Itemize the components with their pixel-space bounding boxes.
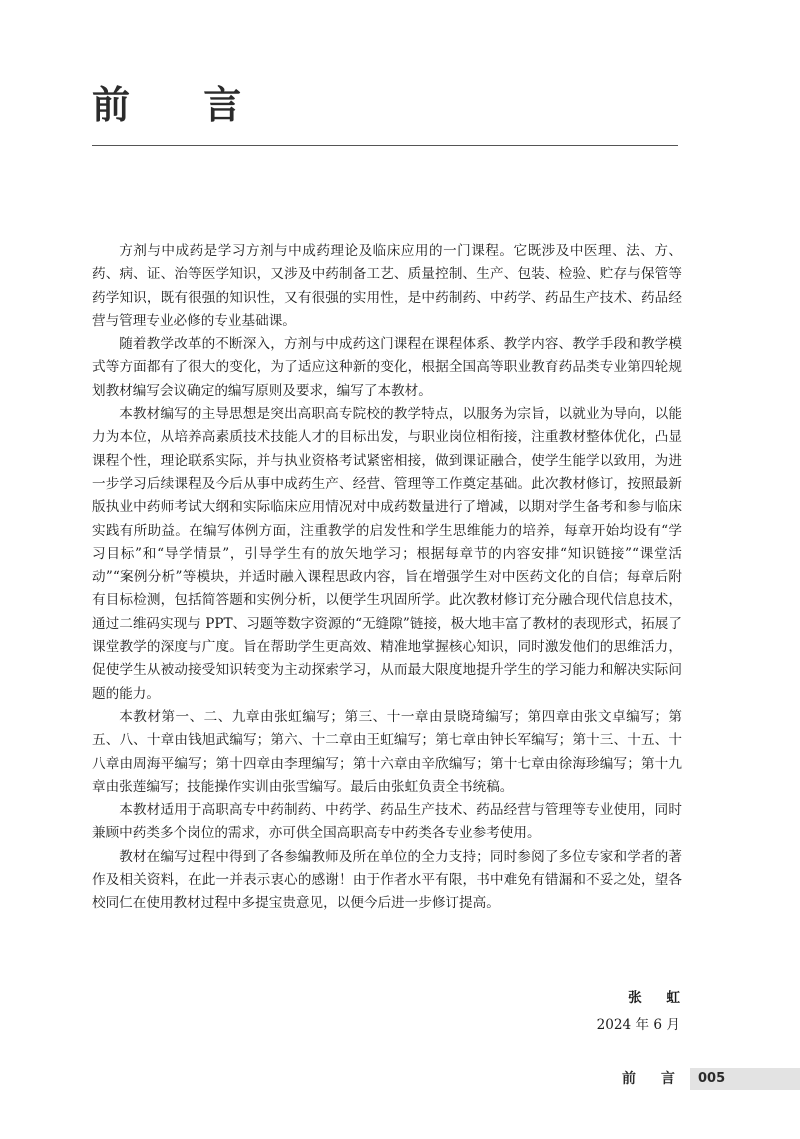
page-number-box — [690, 1068, 800, 1090]
footer-section-label: 前 言 — [622, 1071, 685, 1087]
page-title: 前 言 — [92, 83, 272, 127]
paragraph: 本教材第一、二、九章由张虹编写；第三、十一章由景晓琦编写；第四章由张文卓编写；第五、八、十章由钱旭武编写；第六、十二章由王虹编写；第七章由钟长军编写；第十三、十五、十八章由周海平编写；第十四章由李理编写；第十六章由辛欣编写；第十七章由徐海珍编写；第十九章由张莲编写；技能操作实训由张雪编写。最后由张虹负责全书统稿。 — [92, 708, 682, 795]
signature-block — [596, 985, 690, 1039]
paragraph: 教材在编写过程中得到了各参编教师及所在单位的全力支持；同时参阅了多位专家和学者的著作及相关资料，在此一并表示衷心的感谢！由于作者水平有限，书中难免有错漏和不妥之处，望各校同仁在使用教材过程中多提宝贵意见，以便今后进一步修订提高。 — [92, 848, 682, 912]
page-number: 005 — [698, 1071, 726, 1086]
paragraph: 本教材适用于高职高专中药制药、中药学、药品生产技术、药品经营与管理等专业使用，同时兼顾中药类多个岗位的需求，亦可供全国高职高专中药类各专业参考使用。 — [92, 802, 682, 842]
paragraph: 方剂与中成药是学习方剂与中成药理论及临床应用的一门课程。它既涉及中医理、法、方、药、病、证、治等医学知识，又涉及中药制备工艺、质量控制、生产、包装、检验、贮存与保管等药学知识，既有很强的知识性，又有很强的实用性，是中药制药、中药学、药品生产技术、药品经营与管理专业必修的专业基础课。 — [92, 243, 682, 329]
paragraph: 本教材编写的主导思想是突出高职高专院校的教学特点，以服务为宗旨，以就业为导向，以能力为本位，从培养高素质技术技能人才的目标出发，与职业岗位相衔接，注重教材整体优化，凸显课程个性，理论联系实际，并与执业资格考试紧密相接，做到课证融合，使学生能学以致用，为进一步学习后续课程及今后从事中成药生产、经营、管理等工作奠定基础。此次教材修订，按照最新版执业中药师考试大纲和实际临床应用情况对中成药数量进行了增减，以期对学生备考和参与临床实践有所助益。在编写体例方面，注重教学的启发性和学生思维能力的培养，每章开始均设有“学习目标”和“导学情景”，引导学生有的放矢地学习；根据每章节的内容安排“知识链接”“课堂活动”“案例分析”等模块，并适时融入课程思政内容，旨在增强学生对中医药文化的自信；每章后附有目标检测，包括简答题和实例分析，以便学生巩固所学。此次教材修订充分融合现代信息技术，通过二维码实现与 PPT、习题等数字资源的“无缝隙”链接，极大地丰富了教材的表现形式，拓展了课堂教学的深度与广度。旨在帮助学生更高效、精准地掌握核心知识，同时激发他们的思维活力，促使学生从被动接受知识转变为主动探索学习，从而最大限度地提升学生的学习能力和解决实际问题的能力。 — [92, 406, 682, 702]
author-name: 张 虹 — [628, 990, 690, 1006]
title-divider — [92, 145, 678, 146]
signature-date: 2024 年 6 月 — [596, 1017, 680, 1033]
paragraph: 随着教学改革的不断深入，方剂与中成药这门课程在课程体系、教学内容、教学手段和教学模式等方面都有了很大的变化，为了适应这种新的变化，根据全国高等职业教育药品类专业第四轮规划教材编写会议确定的编写原则及要求，编写了本教材。 — [92, 336, 682, 399]
page-footer — [0, 1068, 800, 1090]
preface-body — [92, 240, 682, 916]
